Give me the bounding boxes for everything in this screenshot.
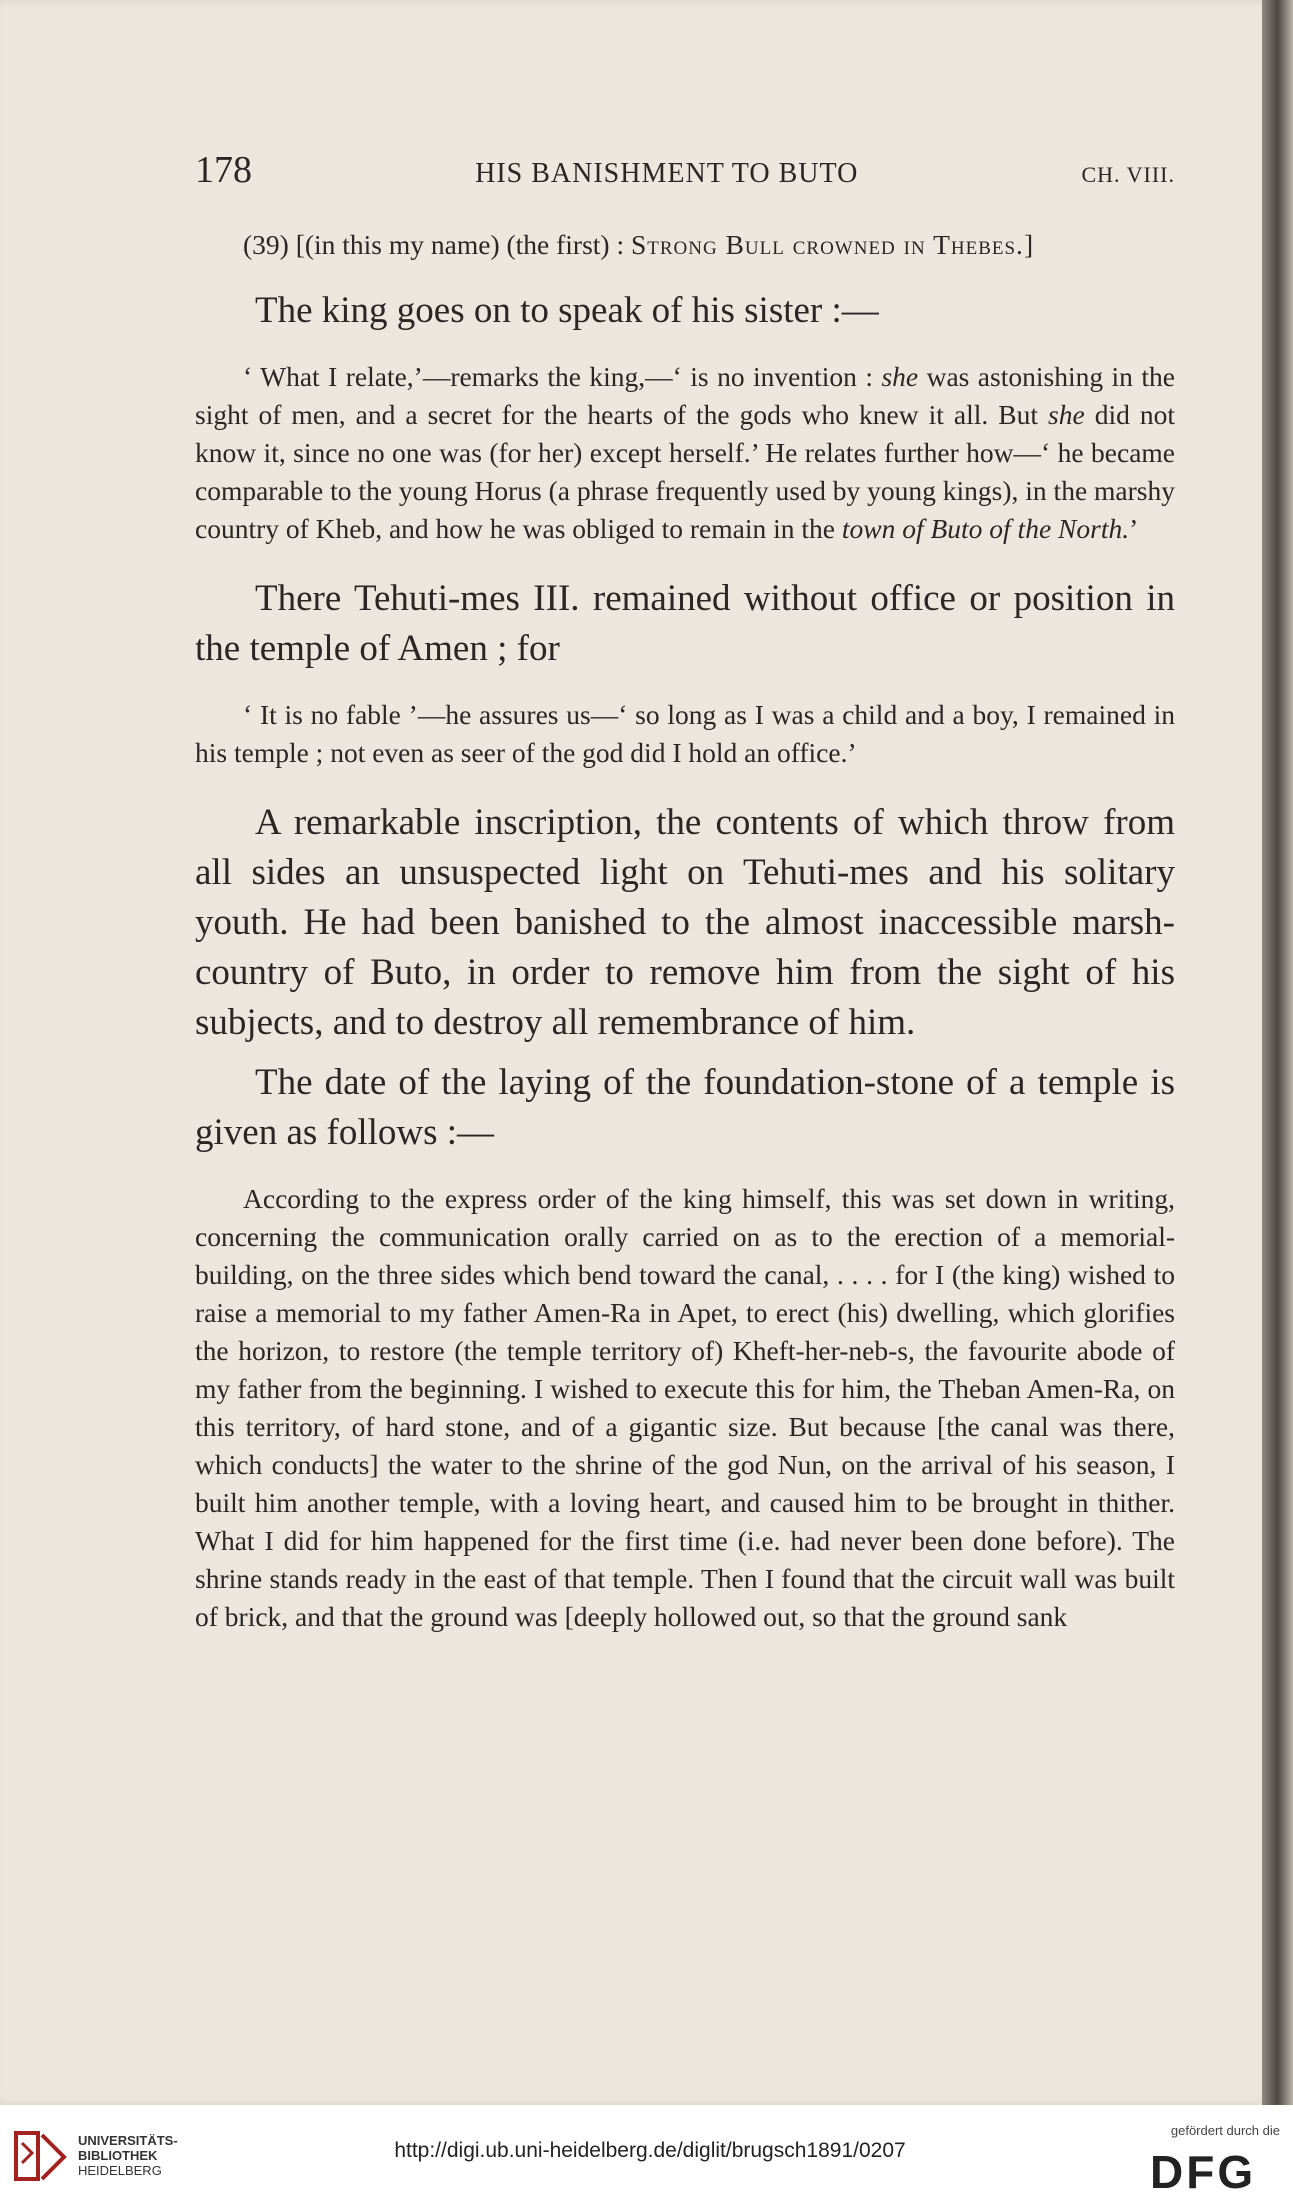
text-block bbox=[195, 148, 1175, 1636]
running-head bbox=[195, 148, 1175, 192]
library-name bbox=[78, 2133, 178, 2178]
paragraph-sister: The king goes on to speak of his sister :— bbox=[255, 290, 879, 331]
paragraph-39-text-a: (39) [(in this my name) (the first) : bbox=[243, 229, 631, 260]
paragraph-office: There Tehuti-mes III. remained without office or position in the temple of Amen ; for bbox=[195, 578, 1175, 669]
library-line-3: HEIDELBERG bbox=[78, 2163, 162, 2178]
paragraph-39-small-caps: Strong Bull crowned in Thebes. bbox=[630, 229, 1024, 260]
paragraph-39 bbox=[195, 226, 1175, 264]
university-seal-icon bbox=[12, 2127, 70, 2185]
page-edge bbox=[1262, 0, 1293, 2105]
quote-relate-c: did not know it, since no one was (for her) except herself.’ He relates further how—‘ he became comparable to the young Horus (a phrase frequently used by young kings), in the marshy country of Kheb, and how he was obliged to remain in the bbox=[195, 399, 1175, 544]
paragraph-foundation: The date of the laying of the foundation-stone of a temple is given as follows :— bbox=[195, 1062, 1175, 1153]
chapter-label: CH. VIII. bbox=[1081, 162, 1175, 187]
quote-relate bbox=[195, 358, 1175, 548]
footer-bar bbox=[0, 2105, 1293, 2200]
quote-relate-d: ’ bbox=[1129, 513, 1139, 544]
quote-fable: ‘ It is no fable ’—he assures us—‘ so long as I was a child and a boy, I remained in his temple ; not even as seer of the god did I hold an office.’ bbox=[195, 699, 1175, 768]
source-url-link[interactable]: http://digi.ub.uni-heidelberg.de/diglit/brugsch1891/0207 bbox=[394, 2139, 906, 2162]
library-line-1: UNIVERSITÄTS- bbox=[78, 2133, 178, 2148]
running-title: HIS BANISHMENT TO BUTO bbox=[475, 158, 859, 189]
quote-relate-em1: she bbox=[881, 361, 919, 392]
library-line-2: BIBLIOTHEK bbox=[78, 2148, 158, 2163]
dfg-logo: DFG bbox=[1150, 2146, 1257, 2198]
paragraph-39-text-b: ] bbox=[1023, 229, 1034, 260]
quote-relate-em2: she bbox=[1048, 399, 1085, 430]
quote-relate-a: ‘ What I relate,’—remarks the king,—‘ is no invention : bbox=[243, 361, 882, 392]
quote-relate-em3: town of Buto of the North. bbox=[841, 513, 1130, 544]
page-number: 178 bbox=[195, 149, 252, 191]
quote-relate-b: was astonishing in the sight of men, and a secret for the hearts of the gods who knew it all. But bbox=[195, 361, 1175, 430]
sponsor-label: gefördert durch die bbox=[1170, 2123, 1280, 2138]
paragraph-inscription: A remarkable inscription, the contents of which throw from all sides an unsuspected light on Tehuti-mes and his solitary youth. He had been banished to the almost inaccessible marsh-country of Buto, in order to remove him from the sight of his subjects, and to destroy all remembrance of him. bbox=[195, 802, 1175, 1043]
quote-order: According to the express order of the king himself, this was set down in writing, concerning the communication orally carried on as to the erection of a memorial-building, on the three sides which bend toward the canal, . . . . for I (the king) wished to raise a memorial to my father Amen-Ra in Apet, to erect (his) dwelling, which glorifies the horizon, to restore (the temple territory of) Kheft-her-neb-s, the favourite abode of my father from the beginning. I wished to execute this for him, the Theban Amen-Ra, on this territory, of hard stone, and of a gigantic size. But because [the canal was there, which conducts] the water to the shrine of the god Nun, on the arrival of his season, I built him another temple, with a loving heart, and caused him to be brought in thither. What I did for him happened for the first time (i.e. had never been done before). The shrine stands ready in the east of that temple. Then I found that the circuit wall was built of brick, and that the ground was [deeply hollowed out, so that the ground sank bbox=[195, 1183, 1175, 1632]
